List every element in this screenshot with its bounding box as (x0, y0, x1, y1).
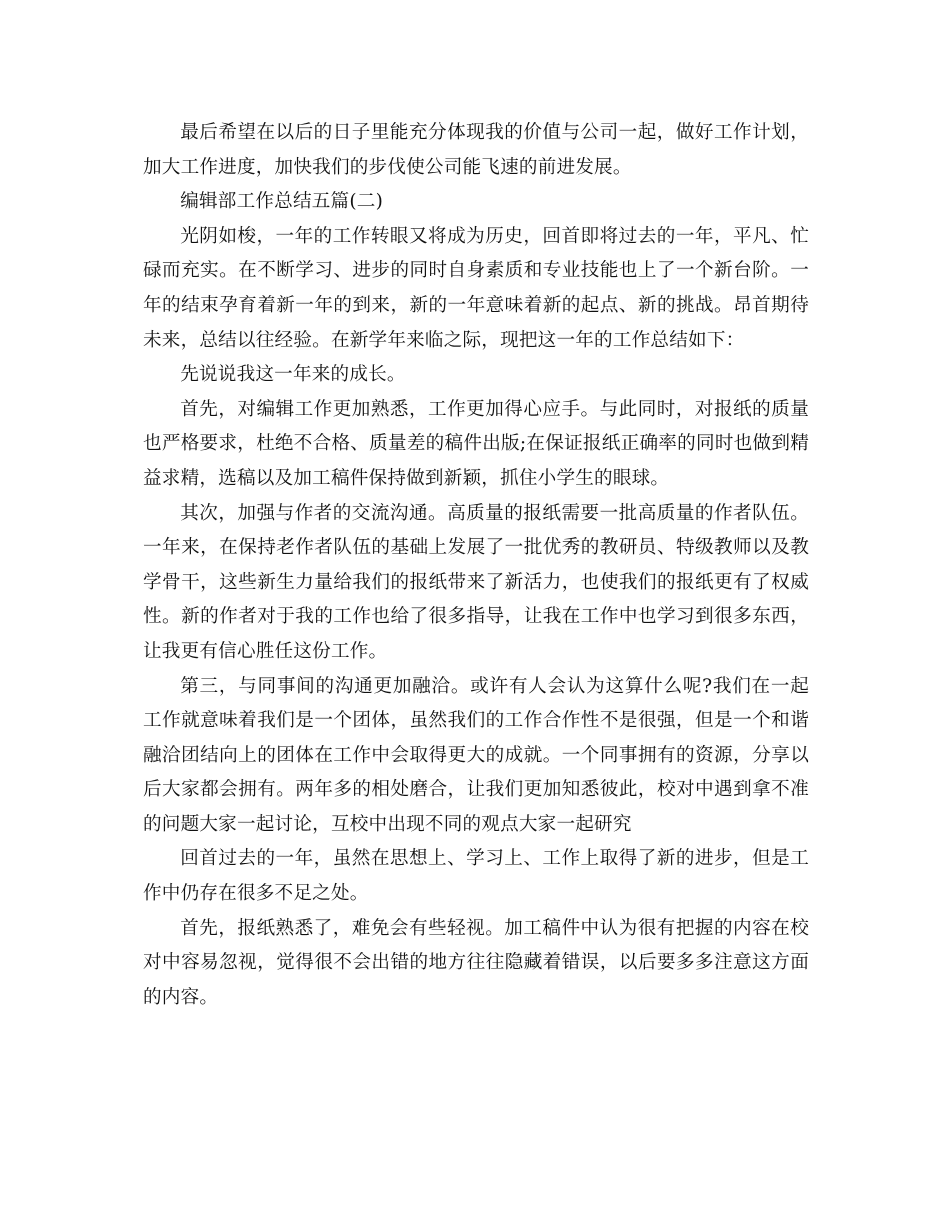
paragraph-second-point: 其次，加强与作者的交流沟通。高质量的报纸需要一批高质量的作者队伍。一年来，在保持老作者队伍的基础上发展了一批优秀的教研员、特级教师以及教学骨干，这些新生力量给我们的报纸带来了新活力，也使我们的报纸更有了权威性。新的作者对于我的工作也给了很多指导，让我在工作中也学习到很多东西，让我更有信心胜任这份工作。 (143, 502, 809, 662)
document-body (143, 116, 809, 1015)
paragraph-intro: 光阴如梭，一年的工作转眼又将成为历史，回首即将过去的一年，平凡、忙碌而充实。在不断学习、进步的同时自身素质和专业技能也上了一个新台阶。一年的结束孕育着新一年的到来，新的一年意味着新的起点、新的挑战。昂首期待未来，总结以往经验。在新学年来临之际，现把这一年的工作总结如下： (143, 225, 809, 351)
paragraph-third-point: 第三，与同事间的沟通更加融洽。或许有人会认为这算什么呢?我们在一起工作就意味着我们是一个团体，虽然我们的工作合作性不是很强，但是一个和谐融洽团结向上的团体在工作中会取得更大的成就。一个同事拥有的资源，分享以后大家都会拥有。两年多的相处磨合，让我们更加知悉彼此，校对中遇到拿不准的问题大家一起讨论，互校中出现不同的观点大家一起研究 (143, 675, 809, 835)
paragraph-shortcoming: 首先，报纸熟悉了，难免会有些轻视。加工稿件中认为很有把握的内容在校对中容易忽视，觉得很不会出错的地方往往隐藏着错误，以后要多多注意这方面的内容。 (143, 917, 809, 1008)
paragraph-review: 回首过去的一年，虽然在思想上、学习上、工作上取得了新的进步，但是工作中仍存在很多不足之处。 (143, 848, 809, 905)
paragraph-first-point: 首先，对编辑工作更加熟悉，工作更加得心应手。与此同时，对报纸的质量也严格要求，杜绝不合格、质量差的稿件出版;在保证报纸正确率的同时也做到精益求精，选稿以及加工稿件保持做到新颖，抓住小学生的眼球。 (143, 398, 809, 489)
section-heading: 编辑部工作总结五篇(二) (180, 191, 384, 213)
paragraph-closing-hope: 最后希望在以后的日子里能充分体现我的价值与公司一起，做好工作计划，加大工作进度，加快我们的步伐使公司能飞速的前进发展。 (143, 122, 809, 178)
paragraph-growth-lead: 先说说我这一年来的成长。 (180, 364, 406, 386)
